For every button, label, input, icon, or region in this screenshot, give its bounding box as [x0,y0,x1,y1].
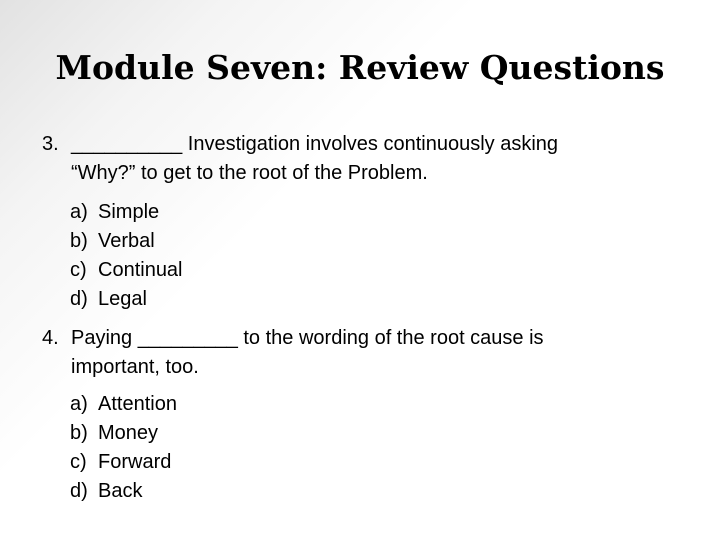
option-text: Continual [98,259,183,281]
question-number: 3. [42,133,59,155]
answer-option [70,390,177,419]
option-letter: a) [70,393,88,415]
option-text: Money [98,422,159,444]
option-text: Legal [98,288,147,310]
question-text: __________ Investigation involves continuously asking [71,133,559,155]
question-line [42,324,544,353]
option-text: Attention [98,393,177,415]
option-letter: d) [70,480,88,502]
question-4 [42,324,544,382]
option-letter: b) [70,230,88,252]
answer-option [70,419,177,448]
option-letter: c) [70,259,87,281]
option-text: Back [98,480,143,502]
option-text: Forward [98,451,172,473]
answer-options-3 [70,198,183,314]
answer-options-4 [70,390,177,506]
question-line [42,130,558,159]
question-text-continued: “Why?” to get to the root of the Problem. [71,162,428,184]
answer-option [70,448,177,477]
option-text: Simple [98,201,160,223]
question-text: Paying _________ to the wording of the root cause is [71,327,544,349]
slide-title: Module Seven: Review Questions [55,48,665,87]
option-letter: d) [70,288,88,310]
answer-option [70,227,183,256]
option-letter: c) [70,451,87,473]
option-letter: a) [70,201,88,223]
answer-option [70,477,177,506]
answer-option [70,256,183,285]
question-3 [42,130,558,188]
option-letter: b) [70,422,88,444]
answer-option [70,285,183,314]
question-text-continued: important, too. [71,356,199,378]
question-number: 4. [42,327,59,349]
answer-option [70,198,183,227]
option-text: Verbal [98,230,155,252]
